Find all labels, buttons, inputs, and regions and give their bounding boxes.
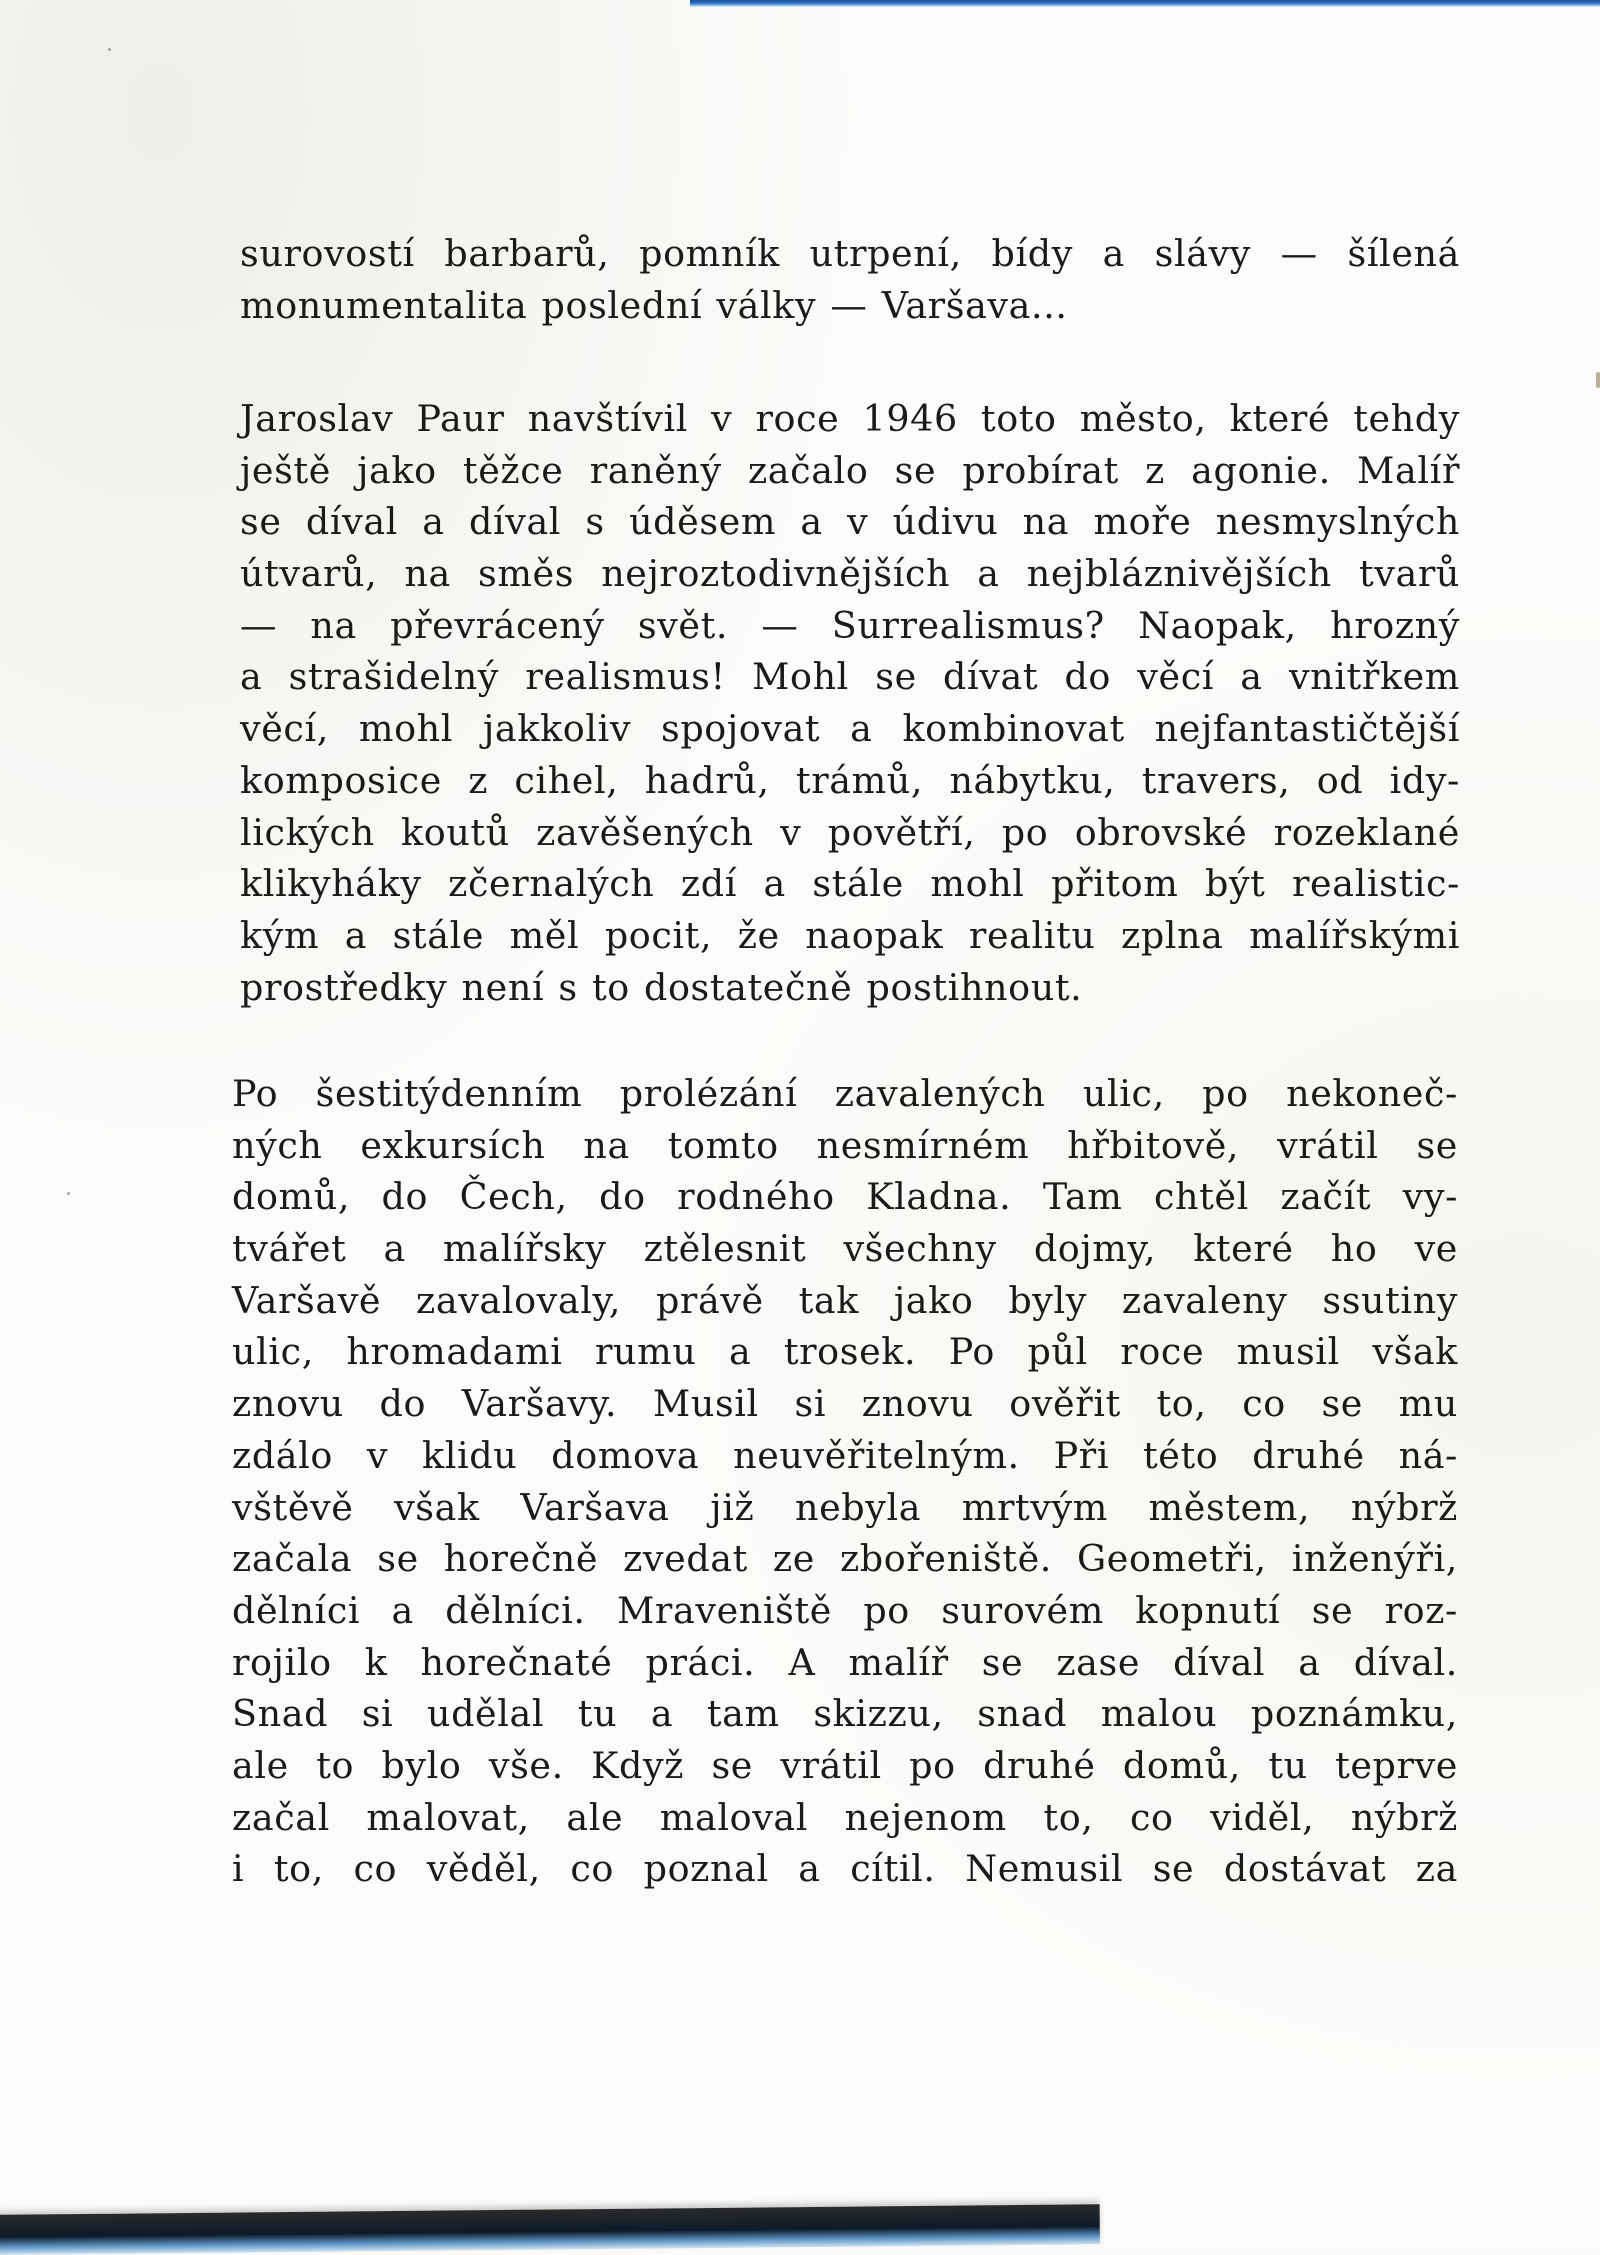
text-line: rojilo k horečnaté práci. A malíř se zase díval a díval. <box>232 1640 1458 1684</box>
paragraph-1 <box>240 228 1460 331</box>
text-line: kým a stále měl pocit, že naopak realitu zplna malířskými <box>240 913 1460 957</box>
text-line: Varšavě zavalovaly, právě tak jako byly zavaleny ssutiny <box>232 1278 1458 1322</box>
text-line: monumentalita poslední války — Varšava... <box>240 283 1068 327</box>
text-line: Snad si udělal tu a tam skizzu, snad malou poznámku, <box>232 1692 1458 1736</box>
text-line: ulic, hromadami rumu a trosek. Po půl roce musil však <box>232 1330 1458 1374</box>
text-line: tvářet a malířsky ztělesnit všechny dojmy, které ho ve <box>232 1227 1458 1271</box>
text-line: Jaroslav Paur navštívil v roce 1946 toto město, které tehdy <box>240 397 1460 440</box>
scanner-edge-bottom <box>0 2204 1100 2255</box>
text-line: věcí, mohl jakkoliv spojovat a kombinovat nejfantastičtější <box>240 707 1460 751</box>
text-line: začal malovat, ale maloval nejenom to, co viděl, nýbrž <box>232 1795 1458 1839</box>
paragraph-3 <box>232 1068 1458 1895</box>
text-line: i to, co věděl, co poznal a cítil. Nemusil se dostávat za <box>232 1847 1458 1891</box>
text-line: surovostí barbarů, pomník utrpení, bídy a slávy — šílená <box>240 232 1460 275</box>
text-line: se díval a díval s úděsem a v údivu na moře nesmyslných <box>240 500 1460 544</box>
text-line: ných exkursích na tomto nesmírném hřbitově, vrátil se <box>232 1123 1458 1167</box>
text-line: lických koutů zavěšených v povětří, po obrovské rozeklané <box>240 810 1460 854</box>
text-line: dělníci a dělníci. Mraveniště po surovém kopnutí se roz- <box>232 1588 1458 1632</box>
text-line: vštěvě však Varšava již nebyla mrtvým městem, nýbrž <box>232 1485 1458 1529</box>
text-line: komposice z cihel, hadrů, trámů, nábytku, travers, od idy- <box>240 758 1460 802</box>
scanner-edge-top <box>690 0 1600 7</box>
text-line: útvarů, na směs nejroztodivnějších a nejbláznivějších tvarů <box>240 552 1460 596</box>
paper-speck <box>108 48 111 51</box>
text-line: ale to bylo vše. Když se vrátil po druhé domů, tu teprve <box>232 1743 1458 1787</box>
paper-speck <box>67 1192 70 1195</box>
text-line: Po šestitýdenním prolézání zavalených ulic, po nekoneč- <box>232 1072 1458 1115</box>
paper-speck <box>1596 372 1600 388</box>
text-line: klikyháky zčernalých zdí a stále mohl přitom být realistic- <box>240 862 1460 906</box>
text-line: začala se horečně zvedat ze zbořeniště. Geometři, inženýři, <box>232 1537 1458 1581</box>
text-line: — na převrácený svět. — Surrealismus? Naopak, hrozný <box>240 603 1460 647</box>
text-line: zdálo v klidu domova neuvěřitelným. Při této druhé ná- <box>232 1433 1458 1477</box>
text-line: znovu do Varšavy. Musil si znovu ověřit to, co se mu <box>232 1382 1458 1426</box>
paragraph-2 <box>240 393 1460 1013</box>
text-line: a strašidelný realismus! Mohl se dívat do věcí a vnitřkem <box>240 655 1460 699</box>
text-line: domů, do Čech, do rodného Kladna. Tam chtěl začít vy- <box>232 1175 1458 1219</box>
text-line: ještě jako těžce raněný začalo se probírat z agonie. Malíř <box>240 448 1460 492</box>
text-line: prostředky není s to dostatečně postihnout. <box>240 965 1083 1009</box>
